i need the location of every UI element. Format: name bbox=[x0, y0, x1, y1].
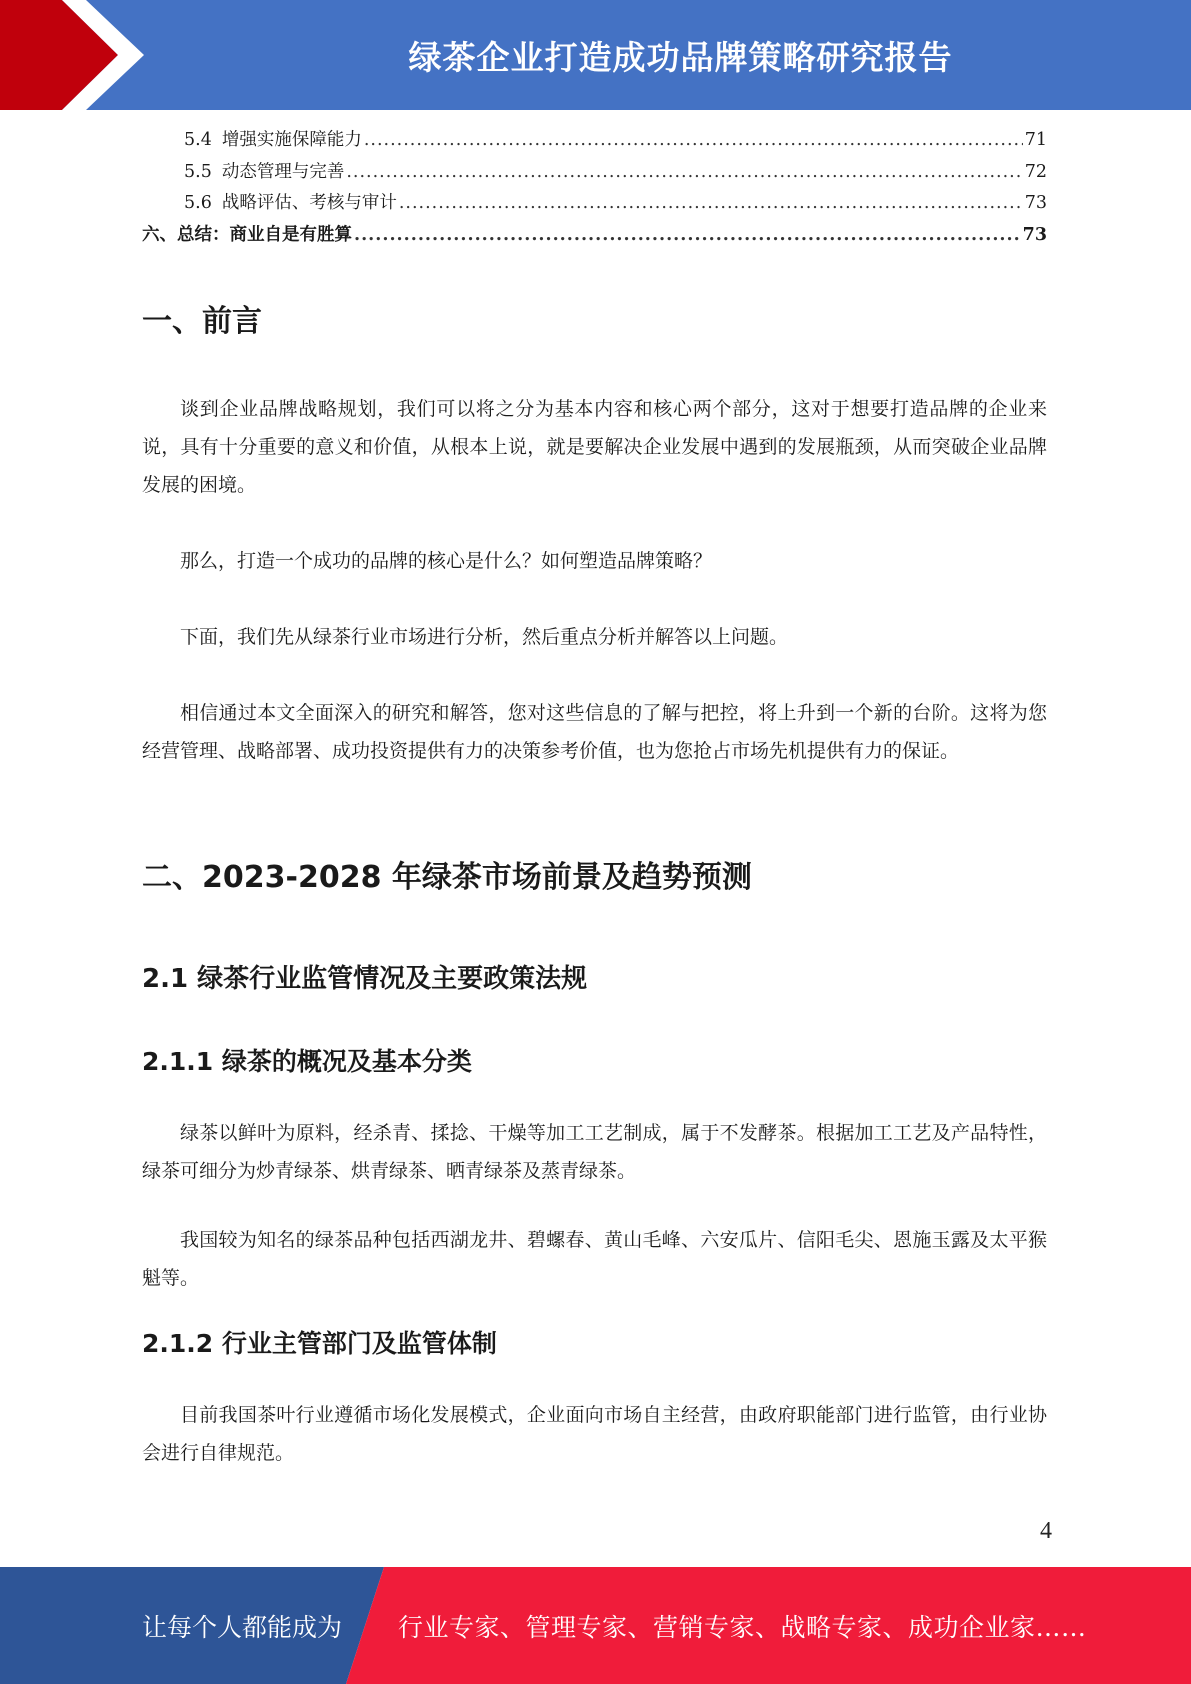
toc-entry[interactable] bbox=[142, 221, 1047, 253]
subsection-heading: 2.1 绿茶行业监管情况及主要政策法规 bbox=[142, 964, 588, 994]
paragraph: 我国较为知名的绿茶品种包括西湖龙井、碧螺春、黄山毛峰、六安瓜片、信阳毛尖、恩施玉露及太平猴魁等。 bbox=[142, 1229, 1047, 1289]
toc-number: 5.5 bbox=[184, 161, 212, 182]
paragraph: 谈到企业品牌战略规划，我们可以将之分为基本内容和核心两个部分，这对于想要打造品牌的企业来说，具有十分重要的意义和价值，从根本上说，就是要解决企业发展中遇到的发展瓶颈，从而突破企业品牌发展的困境。 bbox=[142, 398, 1047, 496]
page-number: 4 bbox=[1040, 1518, 1052, 1544]
paragraph: 那么，打造一个成功的品牌的核心是什么？如何塑造品牌策略？ bbox=[180, 550, 713, 572]
toc-leader bbox=[346, 162, 1022, 182]
toc-page: 72 bbox=[1024, 161, 1047, 182]
table-of-contents bbox=[142, 126, 1047, 252]
toc-number: 5.6 bbox=[184, 193, 212, 213]
header-banner bbox=[0, 0, 1191, 110]
toc-entry[interactable] bbox=[142, 158, 1047, 190]
report-title: 绿茶企业打造成功品牌策略研究报告 bbox=[408, 37, 953, 77]
toc-page: 71 bbox=[1024, 130, 1047, 150]
toc-page: 73 bbox=[1024, 193, 1047, 213]
footer-slogan-left: 让每个人都能成为 bbox=[142, 1612, 343, 1642]
paragraph: 相信通过本文全面深入的研究和解答，您对这些信息的了解与把控，将上升到一个新的台阶。这将为您经营管理、战略部署、成功投资提供有力的决策参考价值，也为您抢占市场先机提供有力的保证。 bbox=[142, 702, 1047, 762]
toc-entry[interactable] bbox=[142, 189, 1047, 221]
subsubsection-heading: 2.1.1 绿茶的概况及基本分类 bbox=[142, 1047, 472, 1076]
toc-leader bbox=[399, 193, 1023, 213]
toc-number: 5.4 bbox=[184, 130, 212, 150]
section-heading-preface: 一、前言 bbox=[142, 304, 262, 339]
paragraph: 下面，我们先从绿茶行业市场进行分析，然后重点分析并解答以上问题。 bbox=[180, 626, 789, 648]
paragraph: 绿茶以鲜叶为原料，经杀青、揉捻、干燥等加工工艺制成，属于不发酵茶。根据加工工艺及产品特性，绿茶可细分为炒青绿茶、烘青绿茶、晒青绿茶及蒸青绿茶。 bbox=[142, 1122, 1047, 1182]
toc-title: 六、总结：商业自是有胜算 bbox=[142, 224, 352, 245]
footer-slogan-right: 行业专家、管理专家、营销专家、战略专家、成功企业家…… bbox=[398, 1612, 1087, 1642]
toc-leader bbox=[364, 130, 1023, 150]
toc-page: 73 bbox=[1022, 224, 1047, 245]
subsubsection-heading: 2.1.2 行业主管部门及监管体制 bbox=[142, 1329, 497, 1358]
page-content bbox=[142, 126, 1047, 1464]
paragraph: 目前我国茶叶行业遵循市场化发展模式，企业面向市场自主经营，由政府职能部门进行监管，由行业协会进行自律规范。 bbox=[142, 1404, 1047, 1464]
toc-title: 动态管理与完善 bbox=[221, 161, 345, 182]
toc-title: 增强实施保障能力 bbox=[221, 130, 362, 150]
section-heading-market: 二、2023-2028 年绿茶市场前景及趋势预测 bbox=[142, 860, 752, 895]
toc-title: 战略评估、考核与审计 bbox=[221, 193, 397, 213]
footer-banner bbox=[0, 1567, 1191, 1684]
toc-entry[interactable] bbox=[142, 126, 1047, 158]
toc-leader bbox=[354, 225, 1021, 245]
